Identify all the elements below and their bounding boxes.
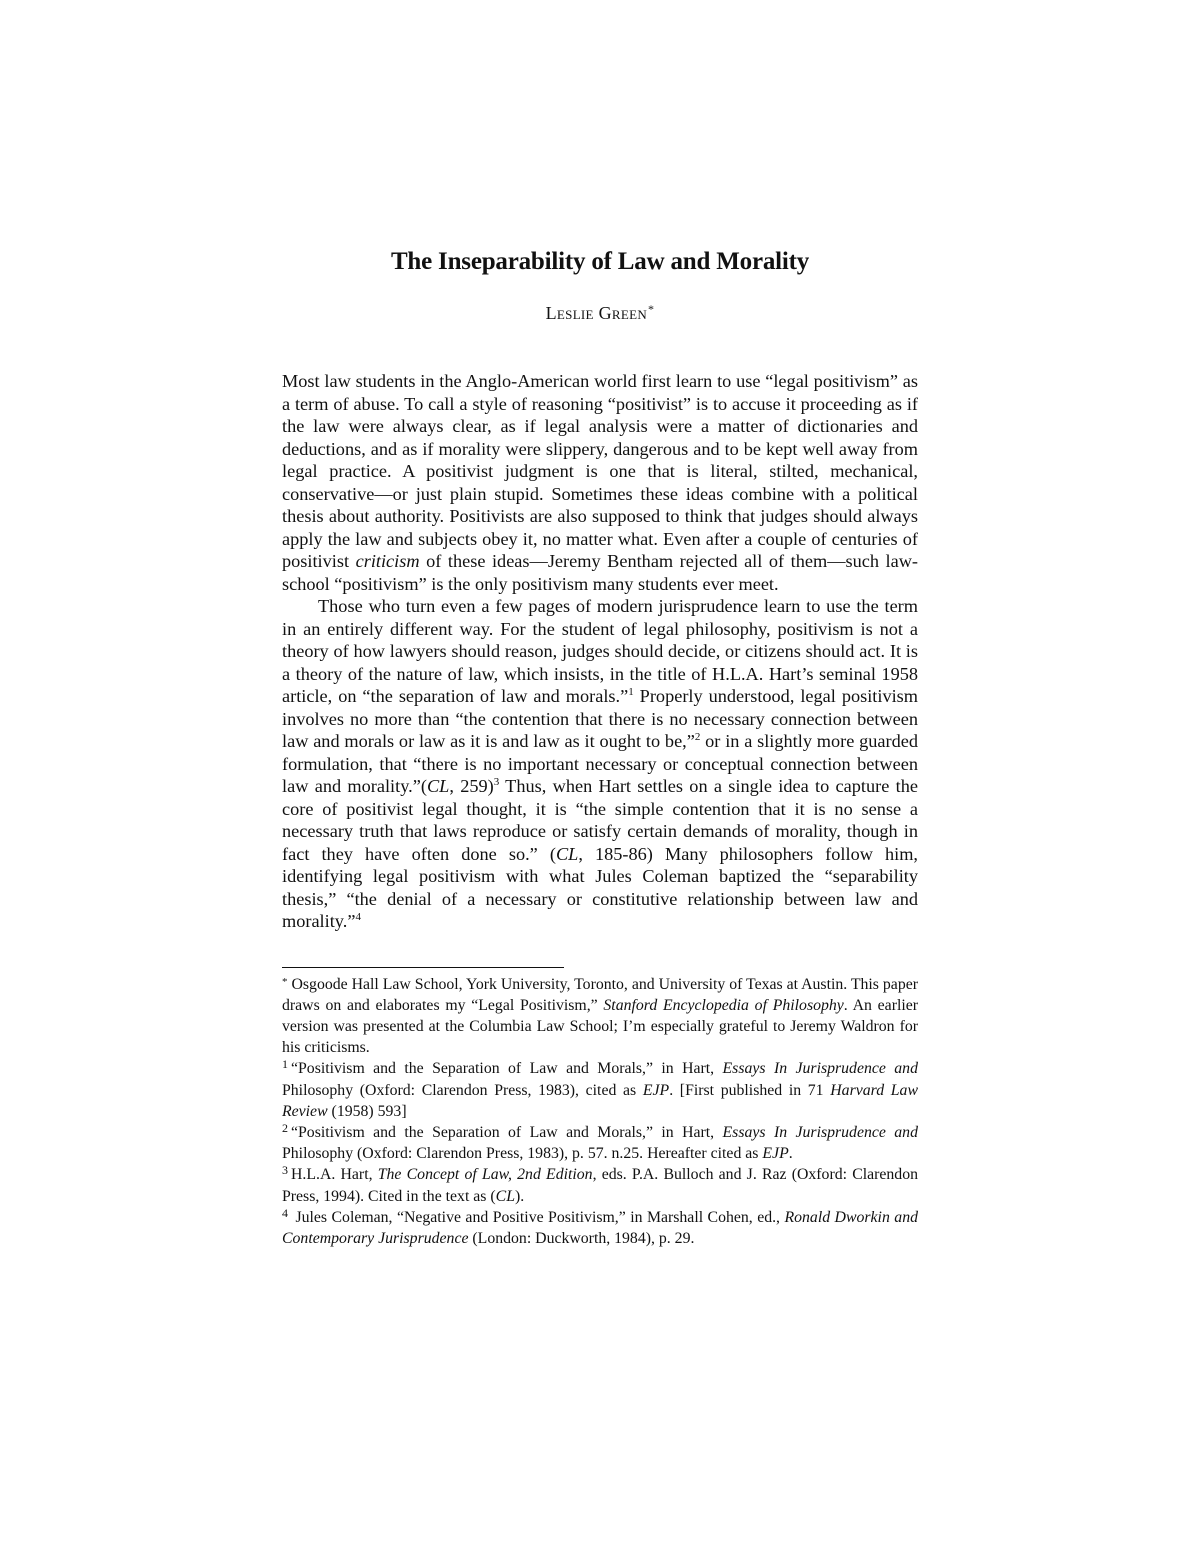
italic-text: Harvard Law Review xyxy=(282,1081,918,1120)
footnote-text xyxy=(282,1124,918,1162)
text-run: , 185-86) Many philosophers follow him, identifying legal positivism with what Jules Coleman baptized the “separability thesis,” “the denial of a necessary or constitutive relationship between law and morality.” xyxy=(282,843,918,931)
text-run: Those who turn even a few pages of modern jurisprudence learn to use the term in an entirely different way. For the student of legal philosophy, positivism is not a theory of how lawyers should reason, judges should decide, or citizens should act. It is a theory of the nature of law, which insists, in the title of H.L.A. Hart’s seminal 1958 article, on “the separation of law and morals.” xyxy=(282,596,918,706)
footnote-text xyxy=(282,1166,918,1204)
text-run: Properly understood, legal positivism involves no more than “the contention that there is no necessary connection between law and morals or law as it is and law as it ought to be,” xyxy=(282,686,919,751)
footnote xyxy=(282,1207,918,1249)
text-run: “Positivism and the Separation of Law and Morals,” in Hart, xyxy=(291,1123,723,1141)
italic-text: CL xyxy=(495,1187,515,1205)
italic-text: EJP xyxy=(642,1081,670,1099)
footnotes xyxy=(282,974,918,1250)
italic-text: Essays In Jurisprudence and xyxy=(722,1123,918,1141)
article-page xyxy=(282,248,918,1249)
author-footnote-marker: * xyxy=(648,302,655,316)
text-run: (1958) 593] xyxy=(327,1102,407,1120)
footnote-reference: 2 xyxy=(694,731,701,743)
text-run: . [First published in 71 xyxy=(669,1081,831,1099)
paragraph xyxy=(282,595,918,933)
footnote-reference: 3 xyxy=(493,776,500,788)
footnote-marker: 1 xyxy=(282,1057,288,1072)
text-run: Jules Coleman, “Negative and Positive Positivism,” in Marshall Cohen, ed., xyxy=(291,1208,785,1226)
author-name: Leslie Green xyxy=(545,303,648,323)
italic-text: EJP xyxy=(762,1145,789,1163)
italic-text: The Concept of Law, 2nd Edition xyxy=(377,1166,593,1184)
footnote-reference: 4 xyxy=(355,911,361,923)
footnote xyxy=(282,1122,918,1164)
article-body xyxy=(282,370,918,933)
footnote-marker: 3 xyxy=(282,1163,288,1178)
author-line xyxy=(282,302,918,324)
footnote-text xyxy=(282,1060,918,1119)
footnote-text xyxy=(282,976,918,1057)
text-run: Thus, when Hart settles on a single idea to capture the core of positivist legal thought, it is “the simple contention that it is no sense a necessary truth that laws reproduce or satisfy certain demands of morality, though in fact they have often done so.” ( xyxy=(282,776,918,864)
italic-text: CL xyxy=(426,776,450,796)
text-run: . An earlier version was presented at the Columbia Law School; I’m especially grateful to Jeremy Waldron for his criticisms. xyxy=(282,996,918,1057)
text-run: ). xyxy=(515,1187,525,1205)
text-run: . xyxy=(788,1145,793,1163)
italic-text: CL xyxy=(555,843,579,864)
text-run: , 259) xyxy=(449,776,494,796)
text-run: (London: Duckworth, 1984), p. 29. xyxy=(468,1229,695,1247)
article-title: The Inseparability of Law and Morality xyxy=(390,248,810,275)
text-run: Most law students in the Anglo-American world first learn to use “legal positivism” as a term of abuse. To call a style of reasoning “positivist” is to accuse it proceeding as if the law were always clear, as if legal analysis were a matter of dictionaries and deductions, and as if morality were slippery, dangerous and to be kept well away from legal practice. A positivist judgment is one that is literal, stilted, mechanical, conservative—or just plain stupid. Sometimes these ideas combine with a political thesis about authority. Positivists are also supposed to think that judges should always apply the law and subjects obey it, no matter what. Even after a couple of centuries of positivist xyxy=(282,371,918,571)
italic-text: Essays In Jurisprudence and xyxy=(722,1060,918,1078)
paragraph xyxy=(282,370,918,595)
text-run: or in a slightly more guarded formulation, that “there is no important necessary or conceptual connection between law and morality.”( xyxy=(282,731,919,796)
footnote-marker: 4 xyxy=(282,1205,288,1220)
text-run: Philosophy (Oxford: Clarendon Press, 1983), cited as xyxy=(282,1081,643,1099)
text-run: Philosophy (Oxford: Clarendon Press, 1983), p. 57. n.25. Hereafter cited as xyxy=(282,1145,763,1163)
footnote xyxy=(282,974,918,1059)
footnote-divider xyxy=(282,967,564,968)
italic-text: Stanford Encyclopedia of Philosophy xyxy=(603,996,844,1014)
footnote-reference: 1 xyxy=(628,686,634,698)
text-run: , eds. P.A. Bulloch and J. Raz (Oxford: Clarendon Press, 1994). Cited in the text as ( xyxy=(282,1166,919,1205)
italic-text: Ronald Dworkin and Contemporary Jurisprudence xyxy=(282,1208,918,1247)
footnote xyxy=(282,1058,918,1122)
footnote-marker: * xyxy=(282,975,288,988)
footnote-marker: 2 xyxy=(282,1120,288,1135)
text-run: Osgoode Hall Law School, York University, Toronto, and University of Texas at Austin. This paper draws on and elaborates my “Legal Positivism,” xyxy=(282,975,918,1014)
italic-text: criticism xyxy=(355,551,420,571)
footnote xyxy=(282,1164,918,1206)
text-run: H.L.A. Hart, xyxy=(291,1166,378,1184)
text-run: of these ideas—Jeremy Bentham rejected all of them—such law-school “positivism” is the only positivism many students ever meet. xyxy=(282,551,918,594)
footnote-text xyxy=(282,1209,918,1247)
text-run: “Positivism and the Separation of Law and Morals,” in Hart, xyxy=(291,1060,723,1078)
